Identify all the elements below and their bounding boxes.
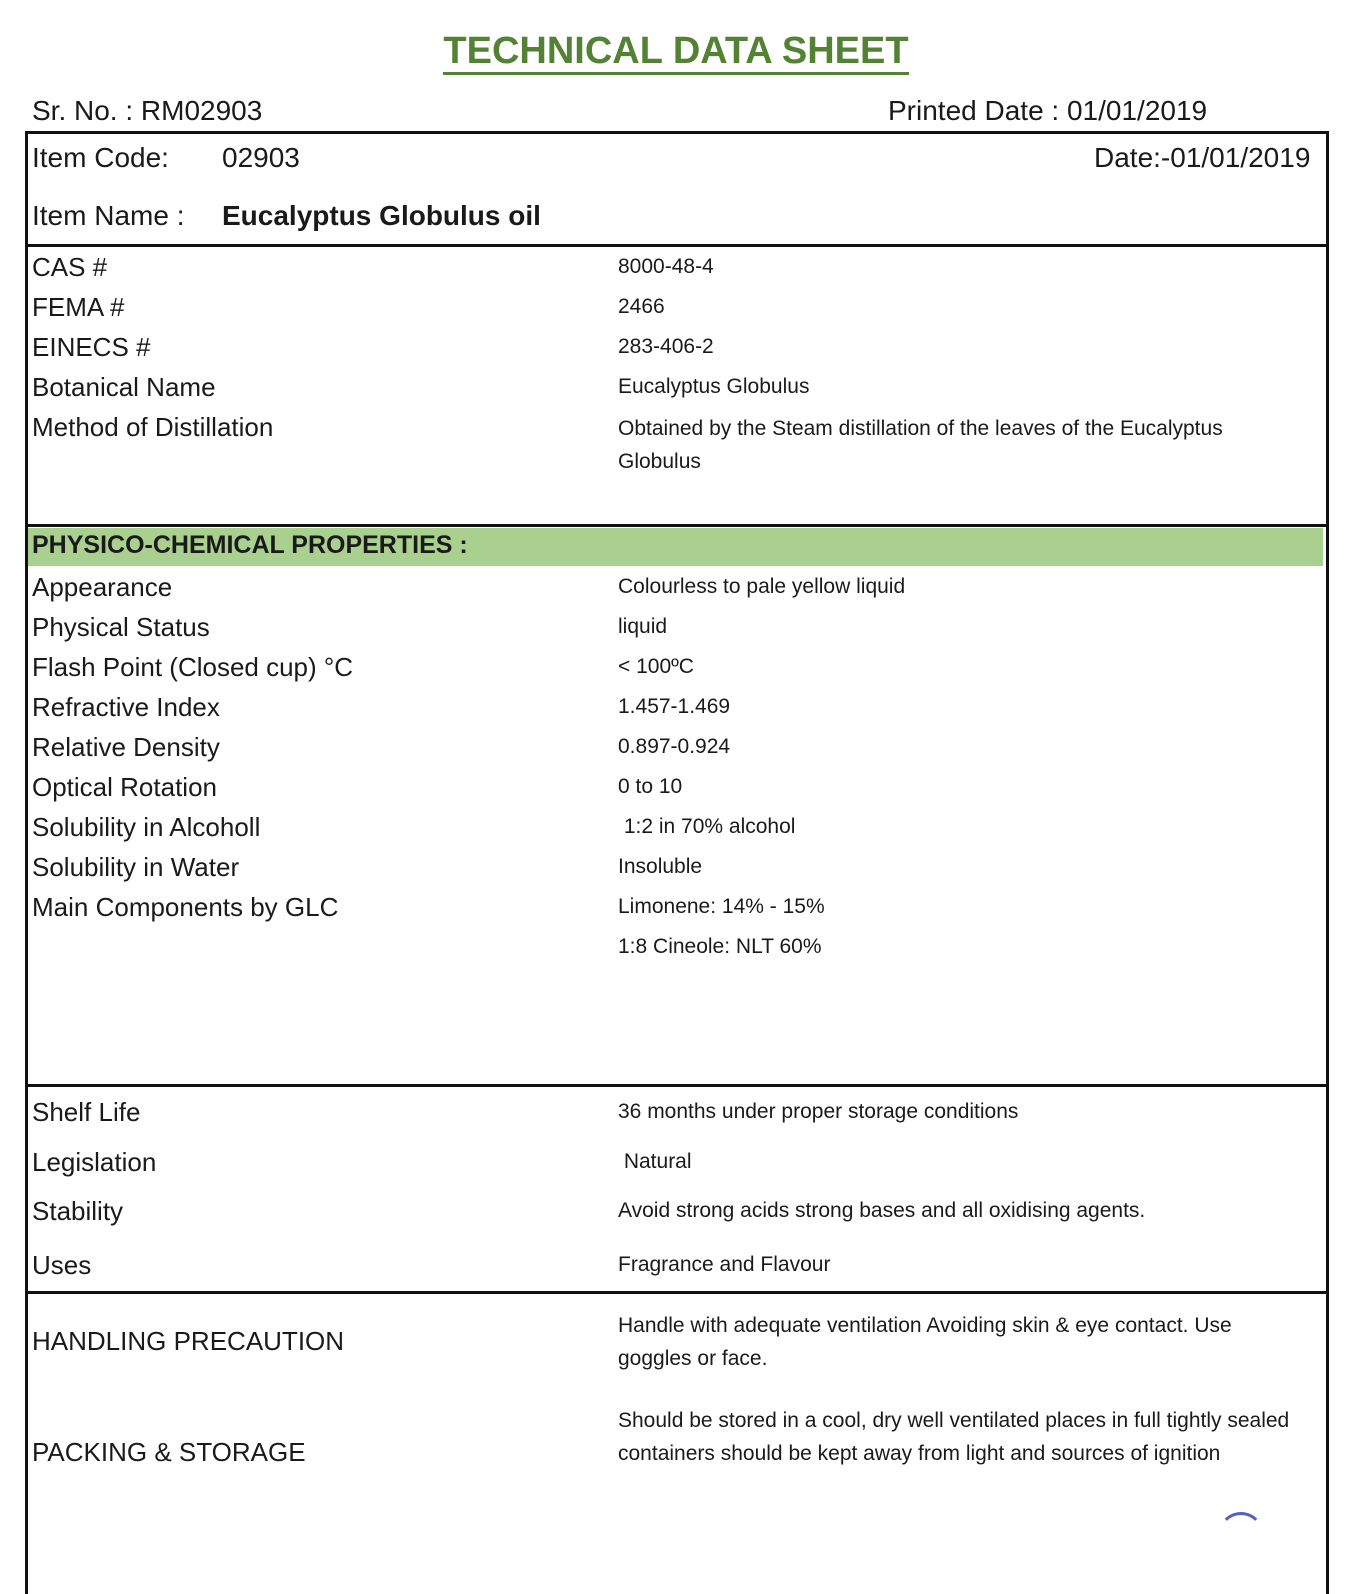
physico-chemical-heading: PHYSICO-CHEMICAL PROPERTIES : [32, 531, 468, 559]
relative-density-value: 0.897-0.924 [618, 735, 731, 758]
handling-value: Handle with adequate ventilation Avoiding skin & eye contact. Use goggles or face. [618, 1314, 1232, 1370]
solubility-water-value: Insoluble [618, 855, 703, 878]
shelf-life-value: 36 months under proper storage conditions [618, 1100, 1019, 1123]
flash-point-label: Flash Point (Closed cup) °C [32, 652, 354, 682]
distillation-value: Obtained by the Steam distillation of the leaves of the Eucalyptus Globulus [618, 417, 1223, 473]
stamp-mark [1218, 1512, 1264, 1558]
einecs-value: 283-406-2 [618, 335, 714, 358]
solubility-alcohol-label: Solubility in Alcoholl [32, 812, 261, 842]
cas-value: 8000-48-4 [618, 255, 714, 278]
legislation-label: Legislation [32, 1147, 157, 1177]
physical-status-label: Physical Status [32, 612, 210, 642]
legislation-value: Natural [618, 1150, 692, 1173]
item-name-label: Item Name : [32, 200, 185, 231]
solubility-alcohol-value: 1:2 in 70% alcohol [618, 815, 796, 838]
botanical-name-label: Botanical Name [32, 372, 216, 402]
main-components-value-1: Limonene: 14% - 15% [618, 895, 825, 918]
packing-value: Should be stored in a cool, dry well ventilated places in full tightly sealed containers should be kept away from light and sources of ignition [618, 1409, 1290, 1465]
flash-point-value: < 100ºC [618, 655, 694, 678]
distillation-label: Method of Distillation [32, 412, 274, 442]
page-title: TECHNICAL DATA SHEET [0, 30, 1348, 73]
divider [25, 1084, 1326, 1087]
optical-rotation-label: Optical Rotation [32, 772, 217, 802]
einecs-label: EINECS # [32, 332, 151, 362]
divider [25, 244, 1326, 247]
cas-label: CAS # [32, 252, 108, 282]
relative-density-label: Relative Density [32, 732, 220, 762]
stability-label: Stability [32, 1196, 124, 1226]
refractive-index-label: Refractive Index [32, 692, 220, 722]
appearance-value: Colourless to pale yellow liquid [618, 575, 906, 598]
divider [25, 524, 1326, 527]
item-code: 02903 [222, 142, 300, 173]
stability-value: Avoid strong acids strong bases and all oxidising agents. [618, 1199, 1146, 1222]
handling-label: HANDLING PRECAUTION [32, 1326, 345, 1356]
physical-status-value: liquid [618, 615, 668, 638]
uses-label: Uses [32, 1250, 92, 1280]
optical-rotation-value: 0 to 10 [618, 775, 683, 798]
uses-value: Fragrance and Flavour [618, 1253, 831, 1276]
printed-date: Printed Date : 01/01/2019 [888, 95, 1208, 126]
shelf-life-label: Shelf Life [32, 1097, 141, 1127]
item-date: Date:-01/01/2019 [1094, 142, 1311, 173]
botanical-name-value: Eucalyptus Globulus [618, 375, 810, 398]
item-name: Eucalyptus Globulus oil [222, 200, 541, 231]
solubility-water-label: Solubility in Water [32, 852, 240, 882]
fema-label: FEMA # [32, 292, 125, 322]
appearance-label: Appearance [32, 572, 173, 602]
refractive-index-value: 1.457-1.469 [618, 695, 731, 718]
fema-value: 2466 [618, 295, 665, 318]
divider [25, 1291, 1326, 1294]
item-code-label: Item Code: [32, 142, 169, 173]
main-components-value-2: 1:8 Cineole: NLT 60% [618, 935, 822, 958]
packing-label: PACKING & STORAGE [32, 1437, 306, 1467]
serial-number: Sr. No. : RM02903 [32, 95, 263, 126]
main-components-label: Main Components by GLC [32, 892, 339, 922]
